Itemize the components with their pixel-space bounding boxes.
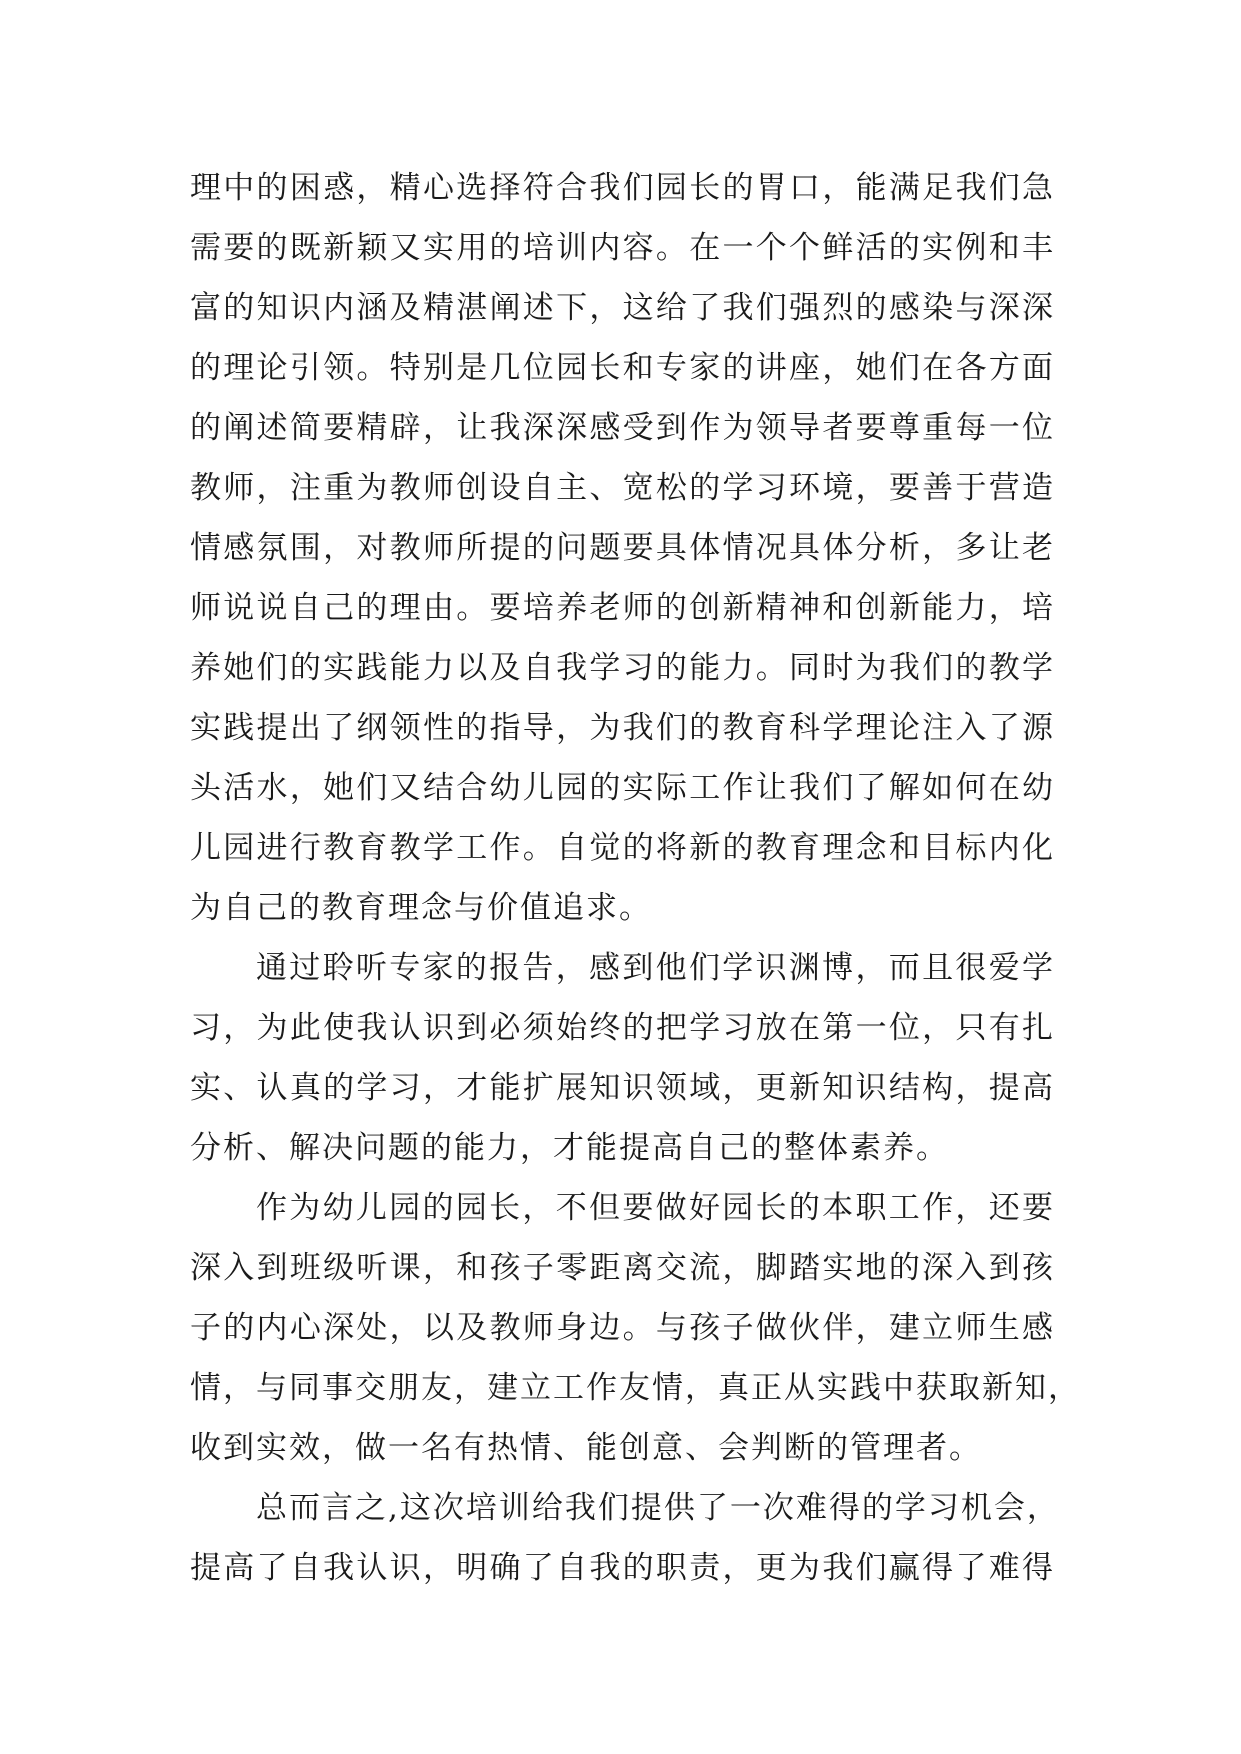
text-line: 教师，注重为教师创设自主、宽松的学习环境，要善于营造	[190, 470, 1055, 506]
text-line: 情，与同事交朋友，建立工作友情，真正从实践中获取新知，	[190, 1370, 1081, 1406]
text-line: 养她们的实践能力以及自我学习的能力。同时为我们的教学	[190, 650, 1055, 686]
text-line: 理中的困惑，精心选择符合我们园长的胃口，能满足我们急	[190, 170, 1055, 206]
text-line: 需要的既新颖又实用的培训内容。在一个个鲜活的实例和丰	[190, 230, 1055, 266]
text-line: 子的内心深处，以及教师身边。与孩子做伙伴，建立师生感	[190, 1310, 1055, 1346]
text-line: 情感氛围，对教师所提的问题要具体情况具体分析，多让老	[190, 530, 1055, 566]
text-line: 富的知识内涵及精湛阐述下，这给了我们强烈的感染与深深	[190, 290, 1055, 326]
text-line: 为自己的教育理念与价值追求。	[190, 890, 652, 926]
text-line: 实践提出了纲领性的指导，为我们的教育科学理论注入了源	[190, 710, 1055, 746]
text-line: 提高了自我认识，明确了自我的职责，更为我们赢得了难得	[190, 1550, 1055, 1586]
text-line: 儿园进行教育教学工作。自觉的将新的教育理念和目标内化	[190, 830, 1055, 866]
text-line: 头活水，她们又结合幼儿园的实际工作让我们了解如何在幼	[190, 770, 1055, 806]
text-line: 收到实效，做一名有热情、能创意、会判断的管理者。	[190, 1430, 982, 1466]
text-line: 深入到班级听课，和孩子零距离交流，脚踏实地的深入到孩	[190, 1250, 1055, 1286]
text-line: 作为幼儿园的园长，不但要做好园长的本职工作，还要	[256, 1190, 1055, 1226]
text-line: 分析、解决问题的能力，才能提高自己的整体素养。	[190, 1130, 949, 1166]
text-line: 习，为此使我认识到必须始终的把学习放在第一位，只有扎	[190, 1010, 1055, 1046]
text-line: 总而言之,这次培训给我们提供了一次难得的学习机会，	[256, 1490, 1060, 1526]
text-line: 实、认真的学习，才能扩展知识领域，更新知识结构，提高	[190, 1070, 1055, 1106]
text-line: 师说说自己的理由。要培养老师的创新精神和创新能力，培	[190, 590, 1055, 626]
text-line: 通过聆听专家的报告，感到他们学识渊博，而且很爱学	[256, 950, 1055, 986]
document-body-text	[190, 158, 1081, 1598]
text-line: 的理论引领。特别是几位园长和专家的讲座，她们在各方面	[190, 350, 1055, 386]
text-line: 的阐述简要精辟，让我深深感受到作为领导者要尊重每一位	[190, 410, 1055, 446]
